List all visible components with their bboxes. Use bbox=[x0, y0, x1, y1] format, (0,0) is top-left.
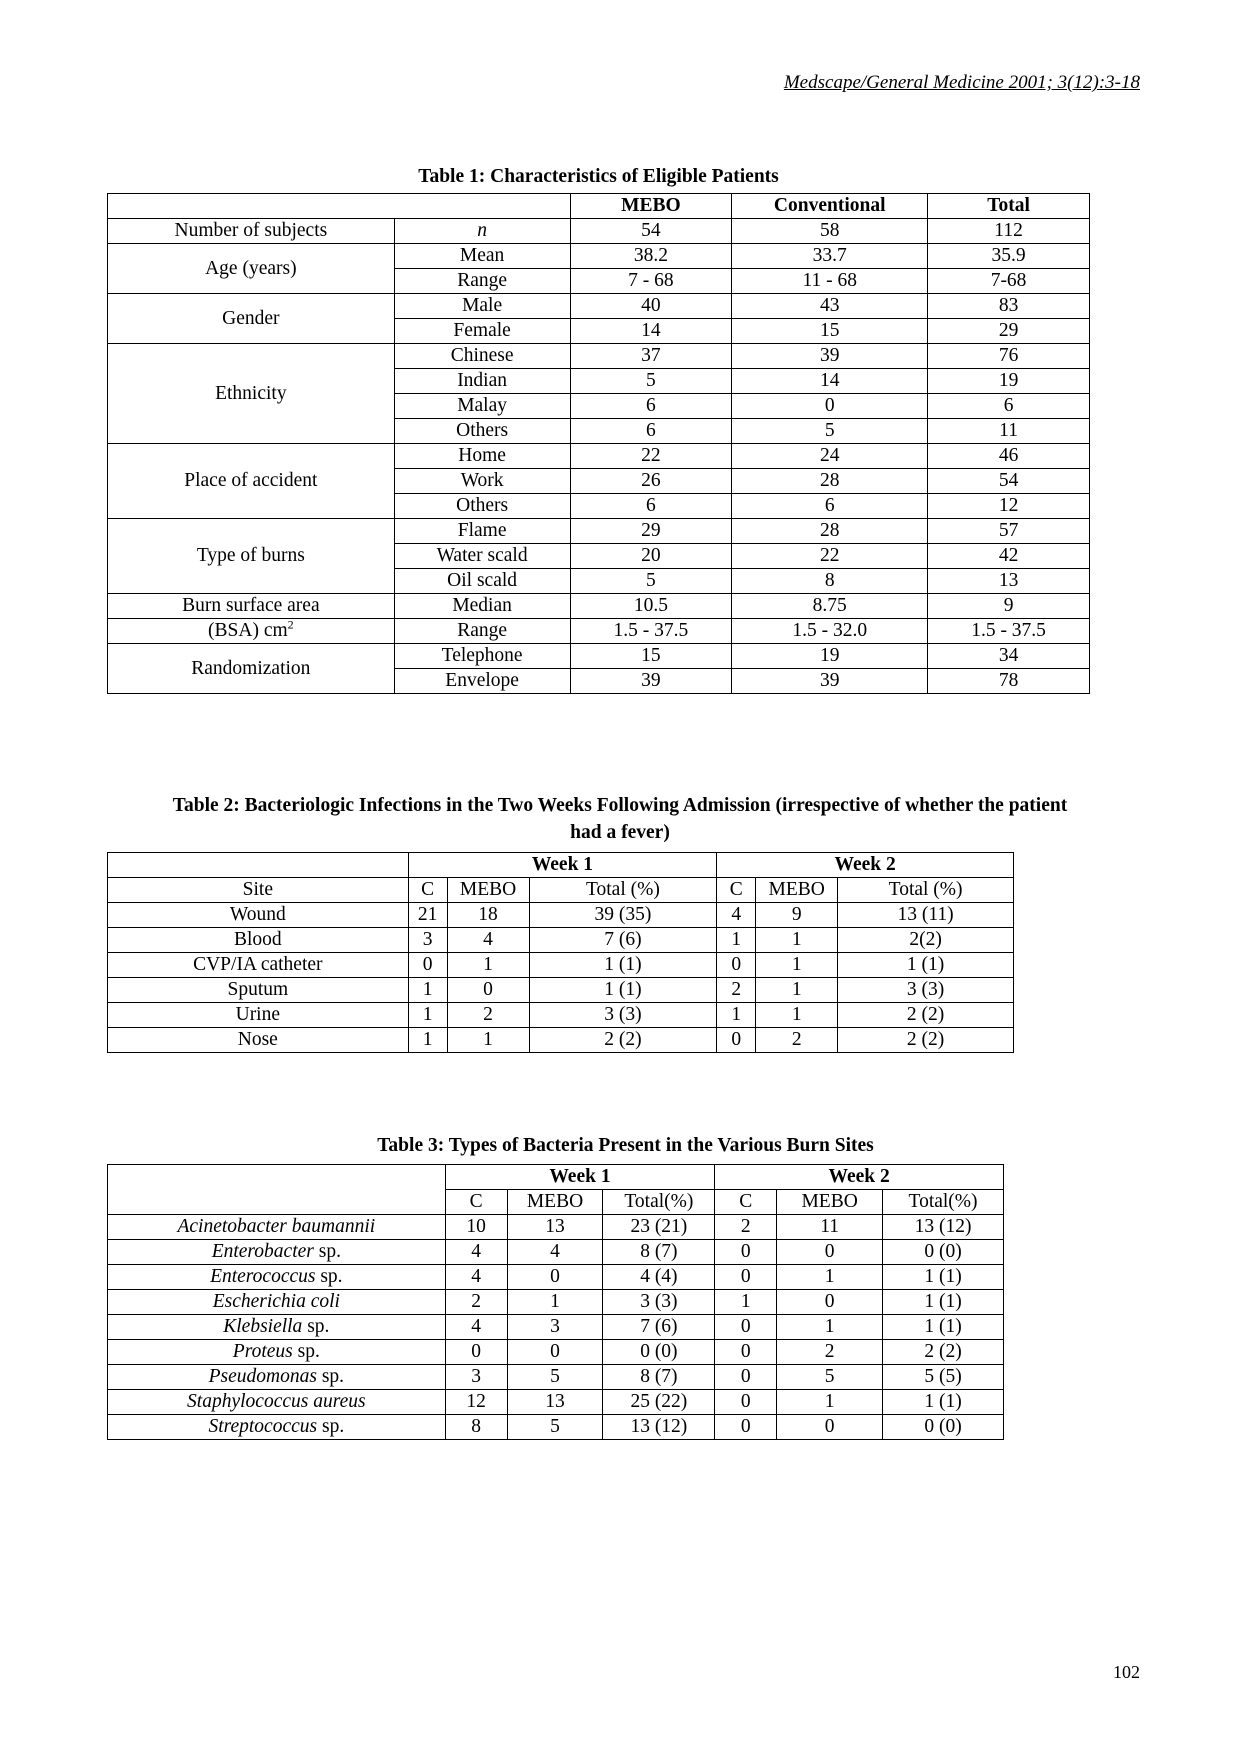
table1-value: 6 bbox=[928, 394, 1090, 419]
table1-sub-label: Indian bbox=[394, 369, 570, 394]
table1-value: 39 bbox=[732, 344, 928, 369]
table3-value: 0 bbox=[445, 1340, 507, 1365]
table1-value: 6 bbox=[570, 419, 732, 444]
table3-value: 0 bbox=[715, 1390, 777, 1415]
table2-value: 1 bbox=[717, 928, 756, 953]
table2-value: 1 (1) bbox=[529, 953, 717, 978]
table3-week2-header: Week 2 bbox=[715, 1165, 1004, 1190]
table1-row bbox=[108, 619, 1090, 644]
table2-col-header: MEBO bbox=[756, 878, 838, 903]
table2-site: CVP/IA catheter bbox=[108, 953, 409, 978]
table3-row bbox=[108, 1365, 1004, 1390]
table1-col-header: Conventional bbox=[732, 194, 928, 219]
table3-value: 8 (7) bbox=[603, 1365, 715, 1390]
table3-value: 25 (22) bbox=[603, 1390, 715, 1415]
table2-header-blank bbox=[108, 853, 409, 878]
table2-col-header: Total (%) bbox=[838, 878, 1014, 903]
organism-suffix: sp. bbox=[317, 1416, 345, 1437]
organism-name: Proteus bbox=[232, 1341, 293, 1362]
page-number: 102 bbox=[1113, 1662, 1140, 1682]
table3-value: 3 bbox=[445, 1365, 507, 1390]
table1-group-label bbox=[108, 619, 395, 644]
table3-value: 7 (6) bbox=[603, 1315, 715, 1340]
table3-value: 4 bbox=[445, 1240, 507, 1265]
table2-value: 2 bbox=[717, 978, 756, 1003]
table1-value: 14 bbox=[732, 369, 928, 394]
organism-suffix: sp. bbox=[315, 1266, 343, 1287]
table2-site: Urine bbox=[108, 1003, 409, 1028]
table2-caption-line2: had a fever) bbox=[570, 822, 670, 843]
table2-value: 3 (3) bbox=[838, 978, 1014, 1003]
table3-row bbox=[108, 1340, 1004, 1365]
table1-value: 20 bbox=[570, 544, 732, 569]
table2-col-site: Site bbox=[108, 878, 409, 903]
table3-organism bbox=[108, 1340, 446, 1365]
table2-value: 2 bbox=[756, 1028, 838, 1053]
table2-row bbox=[108, 978, 1014, 1003]
table2-value: 0 bbox=[447, 978, 529, 1003]
table3-value: 0 bbox=[715, 1265, 777, 1290]
table1-value: 13 bbox=[928, 569, 1090, 594]
table3-value: 0 bbox=[777, 1290, 883, 1315]
table1-sub-label: Mean bbox=[394, 244, 570, 269]
table1-value: 78 bbox=[928, 669, 1090, 694]
table1-sub-label: Malay bbox=[394, 394, 570, 419]
table1-sub-label: Range bbox=[394, 619, 570, 644]
table2-value: 1 bbox=[408, 1003, 447, 1028]
table3-row bbox=[108, 1215, 1004, 1240]
table3-value: 0 (0) bbox=[883, 1240, 1004, 1265]
table1-sub-label: Others bbox=[394, 494, 570, 519]
table2-week2-header: Week 2 bbox=[717, 853, 1014, 878]
table1-row bbox=[108, 294, 1090, 319]
table3-value: 0 bbox=[715, 1340, 777, 1365]
table3-value: 0 bbox=[507, 1340, 603, 1365]
table2-value: 4 bbox=[717, 903, 756, 928]
table3-value: 5 bbox=[507, 1365, 603, 1390]
table1-value: 1.5 - 37.5 bbox=[570, 619, 732, 644]
table2-value: 0 bbox=[717, 953, 756, 978]
table1-group-label: Type of burns bbox=[108, 519, 395, 594]
table1 bbox=[107, 193, 1090, 694]
table1-group-label: Gender bbox=[108, 294, 395, 344]
table3-value: 5 (5) bbox=[883, 1365, 1004, 1390]
table1-value: 58 bbox=[732, 219, 928, 244]
table3-value: 0 bbox=[715, 1315, 777, 1340]
table1-row bbox=[108, 444, 1090, 469]
table2-value: 3 bbox=[408, 928, 447, 953]
table3-organism bbox=[108, 1290, 446, 1315]
table1-value: 57 bbox=[928, 519, 1090, 544]
table3-organism bbox=[108, 1265, 446, 1290]
table3-value: 2 bbox=[715, 1215, 777, 1240]
table1-value: 15 bbox=[570, 644, 732, 669]
table1-value: 22 bbox=[732, 544, 928, 569]
table3-col-header: C bbox=[445, 1190, 507, 1215]
table3-value: 1 bbox=[777, 1265, 883, 1290]
table2-week1-header: Week 1 bbox=[408, 853, 717, 878]
table3-row bbox=[108, 1265, 1004, 1290]
table3-value: 4 bbox=[445, 1315, 507, 1340]
table1-sub-label: Median bbox=[394, 594, 570, 619]
table1-value: 40 bbox=[570, 294, 732, 319]
table2-site: Nose bbox=[108, 1028, 409, 1053]
table3-value: 5 bbox=[507, 1415, 603, 1440]
table2-value: 0 bbox=[408, 953, 447, 978]
table3-value: 10 bbox=[445, 1215, 507, 1240]
table3-value: 1 bbox=[507, 1290, 603, 1315]
table3 bbox=[107, 1164, 1004, 1440]
table2-site: Sputum bbox=[108, 978, 409, 1003]
table1-value: 28 bbox=[732, 519, 928, 544]
table3-value: 0 bbox=[777, 1240, 883, 1265]
table2-value: 21 bbox=[408, 903, 447, 928]
organism-name: Enterococcus bbox=[210, 1266, 316, 1287]
table1-row bbox=[108, 344, 1090, 369]
table1-row bbox=[108, 219, 1090, 244]
table2-value: 1 bbox=[756, 978, 838, 1003]
table1-group-label: Ethnicity bbox=[108, 344, 395, 444]
table3-organism bbox=[108, 1415, 446, 1440]
organism-name: Streptococcus bbox=[208, 1416, 318, 1437]
table1-group-label: Number of subjects bbox=[108, 219, 395, 244]
table1-sub-label: Range bbox=[394, 269, 570, 294]
table1-value: 29 bbox=[570, 519, 732, 544]
table2-header-row bbox=[108, 878, 1014, 903]
table1-sub-label: Home bbox=[394, 444, 570, 469]
table3-value: 0 bbox=[777, 1415, 883, 1440]
table1-value: 1.5 - 37.5 bbox=[928, 619, 1090, 644]
table1-value: 43 bbox=[732, 294, 928, 319]
table3-value: 4 (4) bbox=[603, 1265, 715, 1290]
running-head: Medscape/General Medicine 2001; 3(12):3-18 bbox=[783, 72, 1140, 93]
table2-row bbox=[108, 953, 1014, 978]
table2-value: 2 (2) bbox=[529, 1028, 717, 1053]
table1-sub-label: Others bbox=[394, 419, 570, 444]
organism-suffix: sp. bbox=[316, 1366, 345, 1387]
table1-caption: Table 1: Characteristics of Eligible Patients bbox=[418, 166, 779, 187]
table3-col-header: MEBO bbox=[507, 1190, 603, 1215]
table3-value: 3 bbox=[507, 1315, 603, 1340]
table1-sub-label: Chinese bbox=[394, 344, 570, 369]
table2-value: 1 (1) bbox=[529, 978, 717, 1003]
organism-name: Staphylococcus aureus bbox=[187, 1391, 366, 1412]
table1-value: 11 - 68 bbox=[732, 269, 928, 294]
table3-row bbox=[108, 1390, 1004, 1415]
table3-value: 13 (12) bbox=[603, 1415, 715, 1440]
table2-value: 1 bbox=[447, 1028, 529, 1053]
table2-col-header: Total (%) bbox=[529, 878, 717, 903]
table2-caption bbox=[107, 792, 1133, 846]
table1-value: 9 bbox=[928, 594, 1090, 619]
organism-name: Escherichia coli bbox=[212, 1291, 340, 1312]
table1-value: 0 bbox=[732, 394, 928, 419]
table3-organism bbox=[108, 1315, 446, 1340]
table3-col-header: MEBO bbox=[777, 1190, 883, 1215]
table3-header-blank bbox=[108, 1165, 446, 1215]
table3-value: 8 bbox=[445, 1415, 507, 1440]
table2-value: 1 bbox=[408, 1028, 447, 1053]
table3-value: 4 bbox=[445, 1265, 507, 1290]
table1-value: 6 bbox=[570, 494, 732, 519]
table3-value: 2 (2) bbox=[883, 1340, 1004, 1365]
table1-sub-label: Flame bbox=[394, 519, 570, 544]
table1-row bbox=[108, 594, 1090, 619]
table1-value: 34 bbox=[928, 644, 1090, 669]
table1-value: 42 bbox=[928, 544, 1090, 569]
table3-value: 1 (1) bbox=[883, 1315, 1004, 1340]
table3-week1-header: Week 1 bbox=[445, 1165, 715, 1190]
bsa-label-line1: Burn surface area bbox=[182, 595, 320, 616]
table1-value: 5 bbox=[570, 569, 732, 594]
table1-sub-label: Female bbox=[394, 319, 570, 344]
table1-value: 15 bbox=[732, 319, 928, 344]
table1-value: 22 bbox=[570, 444, 732, 469]
table3-organism bbox=[108, 1365, 446, 1390]
table1-value: 112 bbox=[928, 219, 1090, 244]
organism-name: Enterobacter bbox=[211, 1241, 314, 1262]
table1-col-header: MEBO bbox=[570, 194, 732, 219]
table1-value: 19 bbox=[928, 369, 1090, 394]
table1-sub-label: Envelope bbox=[394, 669, 570, 694]
table1-value: 46 bbox=[928, 444, 1090, 469]
table1-value: 54 bbox=[928, 469, 1090, 494]
table2-value: 3 (3) bbox=[529, 1003, 717, 1028]
table1-group-label: Randomization bbox=[108, 644, 395, 694]
table1-value: 26 bbox=[570, 469, 732, 494]
table1-value: 8.75 bbox=[732, 594, 928, 619]
table1-value: 5 bbox=[732, 419, 928, 444]
table2-value: 1 (1) bbox=[838, 953, 1014, 978]
table3-row bbox=[108, 1240, 1004, 1265]
table3-value: 1 bbox=[777, 1390, 883, 1415]
organism-suffix: sp. bbox=[313, 1241, 341, 1262]
table1-value: 8 bbox=[732, 569, 928, 594]
table1-value: 39 bbox=[570, 669, 732, 694]
table3-value: 3 (3) bbox=[603, 1290, 715, 1315]
table1-value: 39 bbox=[732, 669, 928, 694]
table3-value: 2 bbox=[777, 1340, 883, 1365]
table1-value: 33.7 bbox=[732, 244, 928, 269]
table1-value: 12 bbox=[928, 494, 1090, 519]
table3-value: 0 (0) bbox=[603, 1340, 715, 1365]
table1-value: 7-68 bbox=[928, 269, 1090, 294]
table3-value: 2 bbox=[445, 1290, 507, 1315]
table1-value: 37 bbox=[570, 344, 732, 369]
table3-row bbox=[108, 1315, 1004, 1340]
table3-col-header: Total(%) bbox=[883, 1190, 1004, 1215]
table2-value: 2 bbox=[447, 1003, 529, 1028]
table2-col-header: C bbox=[408, 878, 447, 903]
table3-value: 1 bbox=[715, 1290, 777, 1315]
table3-value: 0 (0) bbox=[883, 1415, 1004, 1440]
table1-value: 14 bbox=[570, 319, 732, 344]
table3-week-row bbox=[108, 1165, 1004, 1190]
table2-value: 39 (35) bbox=[529, 903, 717, 928]
organism-suffix: sp. bbox=[292, 1341, 320, 1362]
table3-value: 0 bbox=[715, 1415, 777, 1440]
table1-sub-label: Telephone bbox=[394, 644, 570, 669]
table1-group-label: Age (years) bbox=[108, 244, 395, 294]
table1-value: 54 bbox=[570, 219, 732, 244]
table1-sub-label: Oil scald bbox=[394, 569, 570, 594]
table2-value: 1 bbox=[717, 1003, 756, 1028]
table1-value: 19 bbox=[732, 644, 928, 669]
table1-sub-label: n bbox=[394, 219, 570, 244]
table1-value: 24 bbox=[732, 444, 928, 469]
table1-value: 29 bbox=[928, 319, 1090, 344]
bsa-label-superscript: 2 bbox=[287, 617, 294, 632]
table1-header-row bbox=[108, 194, 1090, 219]
table3-row bbox=[108, 1290, 1004, 1315]
table3-value: 1 (1) bbox=[883, 1390, 1004, 1415]
bsa-label-line2: (BSA) cm bbox=[208, 620, 288, 641]
table1-row bbox=[108, 644, 1090, 669]
table1-value: 7 - 68 bbox=[570, 269, 732, 294]
table3-value: 0 bbox=[715, 1365, 777, 1390]
table3-value: 13 bbox=[507, 1390, 603, 1415]
table3-value: 8 (7) bbox=[603, 1240, 715, 1265]
table2-site: Blood bbox=[108, 928, 409, 953]
table3-organism bbox=[108, 1390, 446, 1415]
table1-group-label: Place of accident bbox=[108, 444, 395, 519]
table3-col-header: C bbox=[715, 1190, 777, 1215]
table2-caption-line1: Table 2: Bacteriologic Infections in the Two Weeks Following Admission (irrespective of whether the patient bbox=[172, 795, 1068, 816]
table1-value: 6 bbox=[732, 494, 928, 519]
table3-value: 0 bbox=[715, 1240, 777, 1265]
table1-value: 5 bbox=[570, 369, 732, 394]
table1-value: 11 bbox=[928, 419, 1090, 444]
table3-row bbox=[108, 1415, 1004, 1440]
table2-value: 0 bbox=[717, 1028, 756, 1053]
table3-value: 1 (1) bbox=[883, 1290, 1004, 1315]
table2-value: 1 bbox=[756, 1003, 838, 1028]
table1-value: 28 bbox=[732, 469, 928, 494]
table2-value: 1 bbox=[408, 978, 447, 1003]
table2-value: 7 (6) bbox=[529, 928, 717, 953]
table2-value: 1 bbox=[756, 928, 838, 953]
table3-value: 13 bbox=[507, 1215, 603, 1240]
table2-value: 1 bbox=[447, 953, 529, 978]
table2-value: 9 bbox=[756, 903, 838, 928]
table1-value: 38.2 bbox=[570, 244, 732, 269]
table3-value: 11 bbox=[777, 1215, 883, 1240]
table1-value: 10.5 bbox=[570, 594, 732, 619]
table2-row bbox=[108, 1028, 1014, 1053]
table1-value: 83 bbox=[928, 294, 1090, 319]
table1-row bbox=[108, 244, 1090, 269]
organism-name: Klebsiella bbox=[223, 1316, 303, 1337]
table2-value: 18 bbox=[447, 903, 529, 928]
table2-col-header: C bbox=[717, 878, 756, 903]
table2-site: Wound bbox=[108, 903, 409, 928]
table2 bbox=[107, 852, 1014, 1053]
table2-value: 1 bbox=[756, 953, 838, 978]
table3-value: 0 bbox=[507, 1265, 603, 1290]
table2-value: 2 (2) bbox=[838, 1003, 1014, 1028]
table2-row bbox=[108, 903, 1014, 928]
table2-col-header: MEBO bbox=[447, 878, 529, 903]
table3-value: 1 (1) bbox=[883, 1265, 1004, 1290]
organism-name: Acinetobacter baumannii bbox=[177, 1216, 376, 1237]
table3-value: 12 bbox=[445, 1390, 507, 1415]
table2-row bbox=[108, 928, 1014, 953]
table3-organism bbox=[108, 1215, 446, 1240]
table1-group-label bbox=[108, 594, 395, 619]
table1-col-header: Total bbox=[928, 194, 1090, 219]
table3-value: 1 bbox=[777, 1315, 883, 1340]
table2-week-row bbox=[108, 853, 1014, 878]
table2-row bbox=[108, 1003, 1014, 1028]
table3-value: 13 (12) bbox=[883, 1215, 1004, 1240]
table1-value: 6 bbox=[570, 394, 732, 419]
organism-suffix: sp. bbox=[302, 1316, 330, 1337]
table1-header-blank bbox=[108, 194, 571, 219]
table3-col-header: Total(%) bbox=[603, 1190, 715, 1215]
table2-value: 2(2) bbox=[838, 928, 1014, 953]
table3-value: 23 (21) bbox=[603, 1215, 715, 1240]
table3-caption: Table 3: Types of Bacteria Present in the Various Burn Sites bbox=[377, 1135, 874, 1156]
table2-value: 4 bbox=[447, 928, 529, 953]
table1-sub-label: Male bbox=[394, 294, 570, 319]
table1-sub-label: Water scald bbox=[394, 544, 570, 569]
table3-value: 4 bbox=[507, 1240, 603, 1265]
table1-value: 1.5 - 32.0 bbox=[732, 619, 928, 644]
organism-name: Pseudomonas bbox=[208, 1366, 317, 1387]
table1-value: 35.9 bbox=[928, 244, 1090, 269]
table1-sub-label: Work bbox=[394, 469, 570, 494]
table1-row bbox=[108, 519, 1090, 544]
table3-value: 5 bbox=[777, 1365, 883, 1390]
table2-value: 13 (11) bbox=[838, 903, 1014, 928]
table2-value: 2 (2) bbox=[838, 1028, 1014, 1053]
table3-organism bbox=[108, 1240, 446, 1265]
table1-value: 76 bbox=[928, 344, 1090, 369]
